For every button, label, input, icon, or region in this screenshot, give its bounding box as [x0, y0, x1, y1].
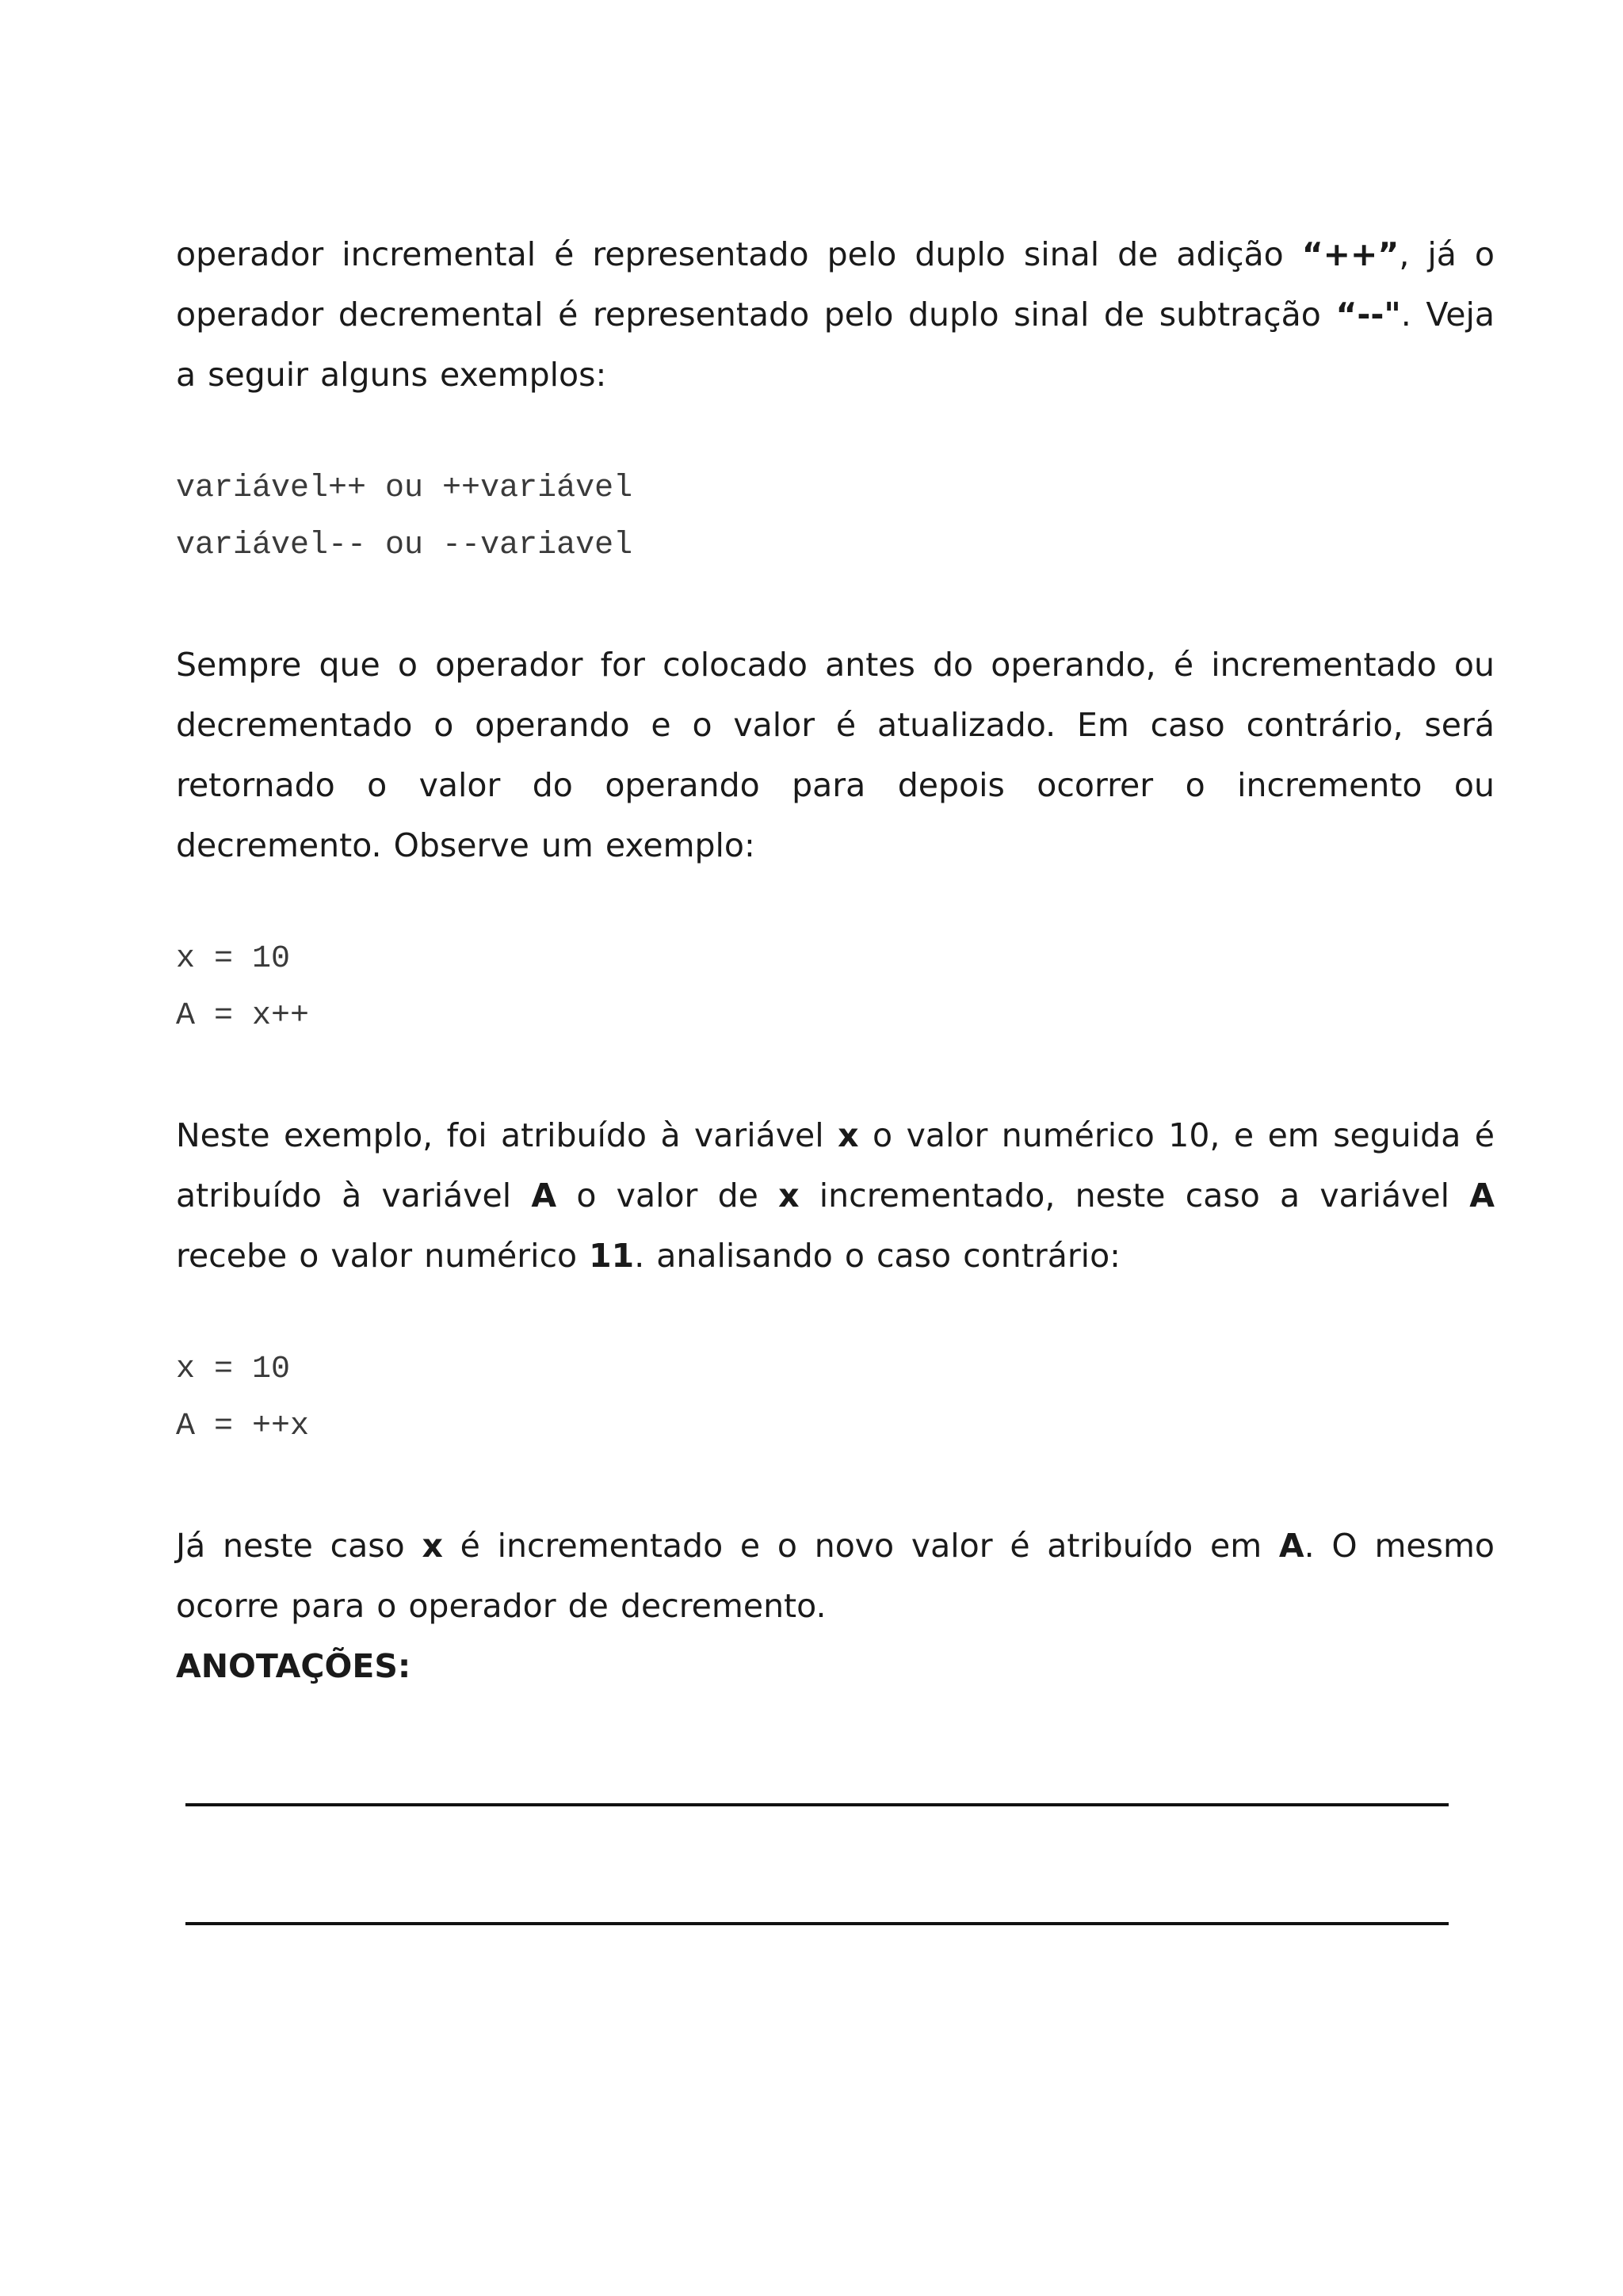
paragraph-increment-intro: [176, 224, 1495, 405]
text-segment: . O mesmo ocorre para o operador de decremento.: [176, 1527, 1495, 1625]
text-segment: o valor de: [556, 1177, 779, 1215]
code-line: variável++ ou ++variável: [176, 471, 633, 506]
code-line: A = ++x: [176, 1409, 310, 1444]
annotation-line: [185, 1803, 1449, 1806]
numeric-value: 11: [589, 1237, 635, 1275]
code-line: x = 10: [176, 941, 291, 977]
code-line: A = x++: [176, 998, 310, 1034]
code-line: x = 10: [176, 1352, 291, 1387]
document-page: [176, 224, 1495, 1696]
text-segment: operador incremental é representado pelo duplo sinal de adição: [176, 235, 1302, 273]
variable-name: x: [838, 1116, 859, 1154]
text-segment: o valor numérico 10, e em seguida é atribuído à variável: [176, 1116, 1495, 1215]
text-segment: é incrementado e o novo valor é atribuído em: [442, 1527, 1279, 1565]
text-segment: . Veja a seguir alguns exemplos:: [176, 296, 1495, 394]
paragraph-prefix-example: [176, 1516, 1495, 1636]
variable-name: A: [1278, 1527, 1304, 1565]
annotations-heading: ANOTAÇÕES:: [176, 1647, 411, 1685]
increment-operator-symbol: “++”: [1301, 235, 1400, 273]
variable-name: A: [1469, 1177, 1495, 1215]
variable-name: x: [422, 1527, 443, 1565]
text-segment: incrementado, neste caso a variável: [799, 1177, 1470, 1215]
variable-name: x: [778, 1177, 800, 1215]
decrement-operator-symbol: “--": [1335, 296, 1401, 334]
code-line: variável-- ou --variavel: [176, 528, 633, 563]
text-segment: . analisando o caso contrário:: [634, 1237, 1121, 1275]
text-segment: , já o operador decremental é representado pelo duplo sinal de subtração: [176, 235, 1495, 334]
text-segment: recebe o valor numérico: [176, 1237, 590, 1275]
text-segment: Já neste caso: [176, 1527, 422, 1565]
annotation-line: [185, 1922, 1449, 1925]
variable-name: A: [531, 1177, 557, 1215]
paragraph-postfix-example: [176, 1105, 1495, 1286]
text-segment: Neste exemplo, foi atribuído à variável: [176, 1116, 838, 1154]
paragraph-prefix-postfix: Sempre que o operador for colocado antes do operando, é incrementado ou decrementado o operando e o valor é atualizado. Em caso contrário, será retornado o valor do operando para depois ocorrer o incremento ou decremento. Observe um exemplo:: [176, 646, 1495, 864]
